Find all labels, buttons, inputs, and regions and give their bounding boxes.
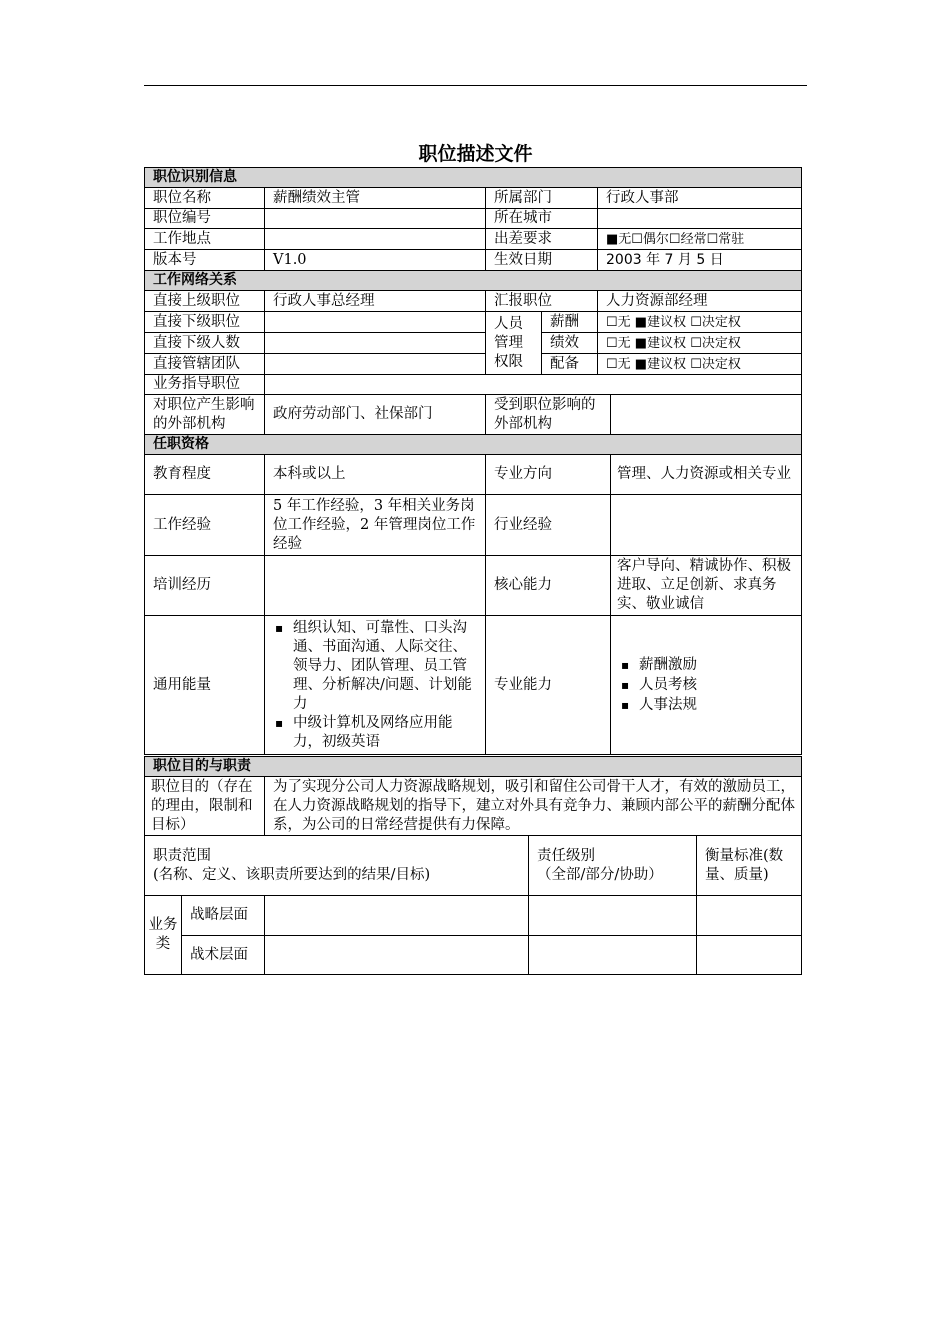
pro-label: 专业能力 (486, 616, 611, 755)
authority-item-staffing: 配备 (542, 354, 598, 375)
location-label: 工作地点 (145, 229, 265, 250)
exp-value: 5 年工作经验，3 年相关业务岗位工作经验，2 年管理岗位工作经验 (265, 495, 486, 556)
training-label: 培训经历 (145, 556, 265, 616)
sub-count-value (265, 333, 486, 354)
list-item: ▪ 人事法规 (619, 695, 793, 715)
duties-table (144, 756, 802, 975)
level-title: 责任级别 (537, 847, 595, 864)
subordinate-value (265, 312, 486, 333)
industry-value (611, 495, 802, 556)
row-level-tactical (529, 936, 697, 975)
travel-label: 出差要求 (486, 229, 598, 250)
guidance-value (265, 375, 802, 395)
level-subtitle: （全部/部分/协助） (537, 866, 663, 883)
location-value (265, 229, 486, 250)
code-value (265, 209, 486, 229)
list-item: ▪ 组织认知、可靠性、口头沟通、书面沟通、人际交往、领导力、团队管理、员工管理、分析解决/问题、计划能力 (273, 619, 477, 714)
subordinate-label: 直接下级职位 (145, 312, 265, 333)
authority-options-salary: ☐无 ■建议权 ☐决定权 (598, 312, 802, 333)
code-label: 职位编号 (145, 209, 265, 229)
major-value: 管理、人力资源或相关专业 (611, 455, 802, 495)
section-network-heading: 工作网络关系 (145, 271, 802, 291)
general-value (265, 616, 486, 755)
ext-affected-value (611, 395, 802, 435)
purpose-label: 职位目的（存在的理由，限制和目标） (145, 777, 265, 836)
row-scope-tactical (265, 936, 529, 975)
list-item: ▪ 中级计算机及网络应用能力，初级英语 (273, 714, 477, 752)
authority-item-salary: 薪酬 (542, 312, 598, 333)
business-label: 业务类 (145, 896, 182, 975)
sub-count-label: 直接下级人数 (145, 333, 265, 354)
training-value (265, 556, 486, 616)
city-label: 所在城市 (486, 209, 598, 229)
report-value: 人力资源部经理 (598, 291, 802, 312)
purpose-value: 为了实现分公司人力资源战略规划，吸引和留住公司骨干人才，有效的激励员工，在人力资源战略规划的指导下，建立对外具有竞争力、兼顾内部公平的薪酬分配体系，为公司的日常经营提供有力保障。 (265, 777, 802, 836)
pro-list (619, 655, 793, 715)
name-value: 薪酬绩效主管 (265, 188, 486, 209)
superior-value: 行政人事总经理 (265, 291, 486, 312)
scope-header (145, 836, 529, 896)
pro-value (611, 616, 802, 755)
list-item: ▪ 人员考核 (619, 675, 793, 695)
scope-subtitle: (名称、定义、该职责所要达到的结果/目标) (153, 866, 431, 883)
ext-affect-value: 政府劳动部门、社保部门 (265, 395, 486, 435)
row-level-strategic (529, 896, 697, 936)
section-ident-heading: 职位识别信息 (145, 168, 802, 188)
job-info-table (144, 167, 802, 755)
general-list (273, 619, 477, 752)
authority-label: 人员 管理 权限 (486, 312, 542, 375)
authority-item-performance: 绩效 (542, 333, 598, 354)
row-label-strategic: 战略层面 (182, 896, 265, 936)
travel-value: ■无☐偶尔☐经常☐常驻 (598, 229, 802, 250)
general-label: 通用能量 (145, 616, 265, 755)
dept-label: 所属部门 (486, 188, 598, 209)
measure-header: 衡量标准(数量、质量) (697, 836, 802, 896)
authority-options-staffing: ☐无 ■建议权 ☐决定权 (598, 354, 802, 375)
effective-value: 2003 年 7 月 5 日 (598, 250, 802, 271)
name-label: 职位名称 (145, 188, 265, 209)
document-title: 职位描述文件 (418, 143, 533, 165)
section-purpose-heading: 职位目的与职责 (145, 757, 802, 777)
exp-label: 工作经验 (145, 495, 265, 556)
ext-affect-label: 对职位产生影响的外部机构 (145, 395, 265, 435)
authority-options-performance: ☐无 ■建议权 ☐决定权 (598, 333, 802, 354)
section-qual-heading: 任职资格 (145, 435, 802, 455)
level-header (529, 836, 697, 896)
scope-title: 职责范围 (153, 847, 211, 864)
edu-label: 教育程度 (145, 455, 265, 495)
city-value (598, 209, 802, 229)
team-label: 直接管辖团队 (145, 354, 265, 375)
version-value: V1.0 (265, 250, 486, 271)
report-label: 汇报职位 (486, 291, 598, 312)
major-label: 专业方向 (486, 455, 611, 495)
effective-label: 生效日期 (486, 250, 598, 271)
header-rule (144, 85, 807, 86)
row-measure-strategic (697, 896, 802, 936)
row-label-tactical: 战术层面 (182, 936, 265, 975)
row-scope-strategic (265, 896, 529, 936)
edu-value: 本科或以上 (265, 455, 486, 495)
guidance-label: 业务指导职位 (145, 375, 265, 395)
dept-value: 行政人事部 (598, 188, 802, 209)
version-label: 版本号 (145, 250, 265, 271)
ext-affected-label: 受到职位影响的外部机构 (486, 395, 611, 435)
row-measure-tactical (697, 936, 802, 975)
core-label: 核心能力 (486, 556, 611, 616)
industry-label: 行业经验 (486, 495, 611, 556)
core-value: 客户导向、精诚协作、积极进取、立足创新、求真务实、敬业诚信 (611, 556, 802, 616)
superior-label: 直接上级职位 (145, 291, 265, 312)
team-value (265, 354, 486, 375)
list-item: ▪ 薪酬激励 (619, 655, 793, 675)
